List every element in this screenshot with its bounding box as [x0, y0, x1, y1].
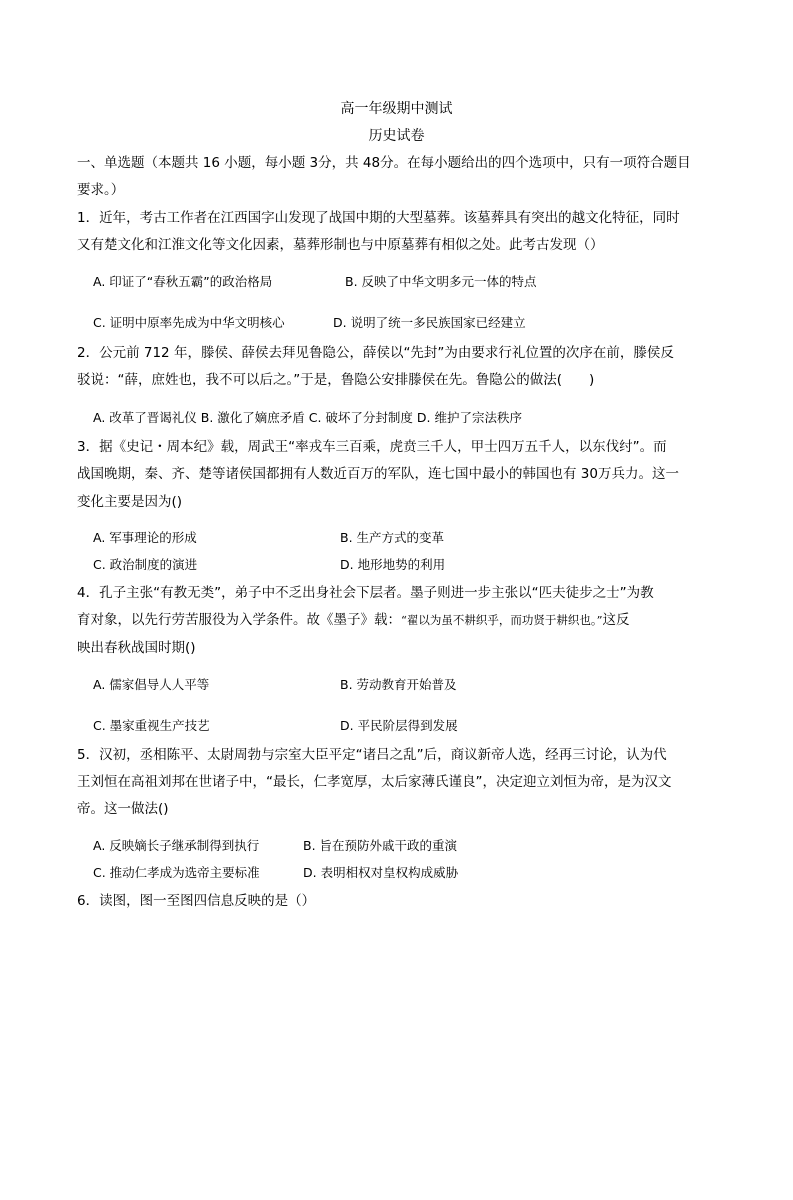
- question-1-option-c: C. 证明中原率先成为中华文明核心: [93, 315, 285, 330]
- question-5-option-d: D. 表明相权对皇权构成威胁: [303, 865, 459, 880]
- exam-subtitle: 历史试卷: [368, 128, 425, 144]
- question-4-option-d: D. 平民阶层得到发展: [340, 718, 458, 733]
- question-4-option-a: A. 儒家倡导人人平等: [93, 677, 210, 692]
- question-5-option-a: A. 反映嫡长子继承制得到执行: [93, 838, 260, 853]
- question-2-options: A. 改革了晋谒礼仪 B. 激化了嫡庶矛盾 C. 破坏了分封制度 D. 维护了宗法秩序: [93, 410, 522, 425]
- question-3-option-a: A. 军事理论的形成: [93, 530, 197, 545]
- question-4-line2-tail: 这反: [602, 612, 630, 628]
- question-5-option-c: C. 推动仁孝成为选帝主要标准: [93, 865, 260, 880]
- question-1-option-b: B. 反映了中华文明多元一体的特点: [345, 274, 537, 289]
- question-3-line2: 战国晚期，秦、齐、楚等诸侯国都拥有人数近百万的军队，连七国中最小的韩国也有 30万兵力。这一: [77, 466, 679, 482]
- section-instructions-line2: 要求。）: [77, 182, 125, 198]
- question-4-line2: [77, 608, 630, 628]
- question-3-option-b: B. 生产方式的变革: [340, 530, 445, 545]
- question-1-line1: 1．近年，考古工作者在江西国字山发现了战国中期的大型墓葬。该墓葬具有突出的越文化特征，同时: [77, 210, 680, 226]
- question-5-line1: 5．汉初，丞相陈平、太尉周勃与宗室大臣平定“诸吕之乱”后，商议新帝人选，经再三讨论，认为代: [77, 747, 667, 763]
- question-1-option-a: A. 印证了“春秋五霸”的政治格局: [93, 274, 273, 289]
- question-3-option-d: D. 地形地势的利用: [340, 557, 446, 572]
- question-5-line2: 王刘恒在高祖刘邦在世诸子中，“最长，仁孝宽厚，太后家薄氏谨良”，决定迎立刘恒为帝，是为汉文: [77, 774, 672, 790]
- exam-title: 高一年级期中测试: [340, 101, 453, 117]
- question-2-line2: 驳说：“薛，庶姓也，我不可以后之。”于是，鲁隐公安排滕侯在先。鲁隐公的做法( ): [77, 372, 595, 388]
- question-4-option-c: C. 墨家重视生产技艺: [93, 718, 210, 733]
- question-3-line3: 变化主要是因为(): [77, 494, 183, 510]
- question-4-line3: 映出春秋战国时期(): [77, 640, 196, 656]
- question-3-option-c: C. 政治制度的演进: [93, 557, 198, 572]
- question-5-option-b: B. 旨在预防外戚干政的重演: [303, 838, 458, 853]
- mozi-quote: “翟以为虽不耕织乎，而功贤于耕织也。”: [401, 613, 603, 627]
- question-4-option-b: B. 劳动教育开始普及: [340, 677, 457, 692]
- question-5-line3: 帝。这一做法(): [77, 801, 169, 817]
- question-1-option-d: D. 说明了统一多民族国家已经建立: [333, 315, 526, 330]
- question-1-line2: 又有楚文化和江淮文化等文化因素，墓葬形制也与中原墓葬有相似之处。此考古发现（）: [77, 237, 604, 253]
- section-instructions-line1: 一、单选题（本题共 16 小题，每小题 3分，共 48分。在每小题给出的四个选项中，只有一项符合题目: [77, 155, 691, 171]
- question-6-line1: 6．读图，图一至图四信息反映的是（）: [77, 893, 316, 909]
- question-3-line1: 3．据《史记・周本纪》载，周武王“率戎车三百乘，虎贲三千人，甲士四万五千人，以东伐纣”。而: [77, 439, 667, 455]
- question-2-line1: 2．公元前 712 年，滕侯、薛侯去拜见鲁隐公，薛侯以“先封”为由要求行礼位置的次序在前，滕侯反: [77, 345, 674, 361]
- question-4-line1: 4．孔子主张“有教无类”，弟子中不乏出身社会下层者。墨子则进一步主张以“匹夫徒步之士”为教: [77, 585, 654, 601]
- question-4-line2-intro: 育对象，以先行劳苦服役为入学条件。故《墨子》载：: [77, 612, 401, 628]
